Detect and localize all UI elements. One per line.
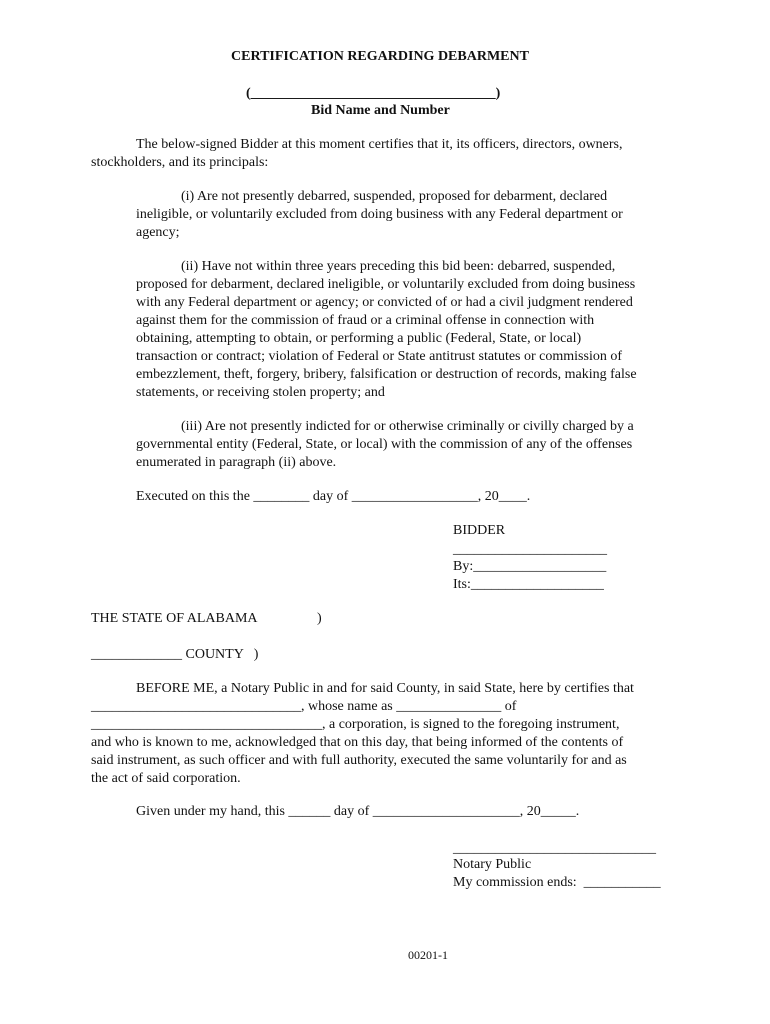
notary-signature-line: _____________________________ <box>453 841 656 856</box>
item-iii-line-2: governmental entity (Federal, State, or local) with the commission of any of the offenses <box>136 437 633 452</box>
notary-public-label: Notary Public <box>453 857 532 872</box>
notary-line-1: BEFORE ME, a Notary Public in and for said County, in said State, here by certifies that <box>136 681 634 696</box>
county-line: _____________ COUNTY ) <box>91 647 259 662</box>
given-line: Given under my hand, this ______ day of _____________________, 20_____. <box>136 804 580 819</box>
state-line: THE STATE OF ALABAMA <box>91 611 258 626</box>
item-i-line-1: (i) Are not presently debarred, suspended, proposed for debarment, declared <box>181 189 608 204</box>
bid-name-label: Bid Name and Number <box>311 103 450 118</box>
state-paren: ) <box>317 611 322 626</box>
notary-line-3: _________________________________, a corporation, is signed to the foregoing instrument, <box>91 717 620 732</box>
bidder-by-line: By:___________________ <box>453 559 607 574</box>
item-i-line-3: agency; <box>136 225 180 240</box>
notary-line-2: ______________________________, whose name as _______________ of <box>91 699 517 714</box>
notary-line-4: and who is known to me, acknowledged that on this day, that being informed of the contents of <box>91 735 624 750</box>
item-ii-line-6: transaction or contract; violation of Federal or State antitrust statutes or commission of <box>136 349 622 364</box>
bidder-signature-line: ______________________ <box>453 542 607 557</box>
item-ii-line-5: obtaining, attempting to obtain, or performing a public (Federal, State, or local) <box>136 331 582 346</box>
item-i-line-2: ineligible, or voluntarily excluded from doing business with any Federal department or <box>136 207 623 222</box>
intro-line-1: The below-signed Bidder at this moment certifies that it, its officers, directors, owners, <box>136 137 623 152</box>
item-ii-line-2: proposed for debarment, declared ineligible, or voluntarily excluded from doing business <box>136 277 636 292</box>
document-title: CERTIFICATION REGARDING DEBARMENT <box>231 49 529 64</box>
page-number: 00201-1 <box>408 948 448 962</box>
executed-line: Executed on this the ________ day of __________________, 20____. <box>136 489 531 504</box>
notary-line-6: the act of said corporation. <box>91 771 241 786</box>
item-iii-line-3: enumerated in paragraph (ii) above. <box>136 455 337 470</box>
commission-ends-line: My commission ends: ___________ <box>453 875 661 890</box>
item-ii-line-8: statements, or receiving stolen property; and <box>136 385 385 400</box>
item-ii-line-3: with any Federal department or agency; or convicted of or had a civil judgment rendered <box>136 295 633 310</box>
bidder-label: BIDDER <box>453 523 506 538</box>
notary-line-5: said instrument, as such officer and with full authority, executed the same voluntarily for and as <box>91 753 627 768</box>
item-ii-line-1: (ii) Have not within three years preceding this bid been: debarred, suspended, <box>181 259 616 274</box>
item-ii-line-7: embezzlement, theft, forgery, bribery, falsification or destruction of records, making false <box>136 367 637 382</box>
bid-name-blank: (___________________________________) <box>246 86 501 101</box>
intro-line-2: stockholders, and its principals: <box>91 155 269 170</box>
item-iii-line-1: (iii) Are not presently indicted for or otherwise criminally or civilly charged by a <box>181 419 634 434</box>
item-ii-line-4: against them for the commission of fraud or a criminal offense in connection with <box>136 313 595 328</box>
bidder-its-line: Its:___________________ <box>453 577 604 592</box>
